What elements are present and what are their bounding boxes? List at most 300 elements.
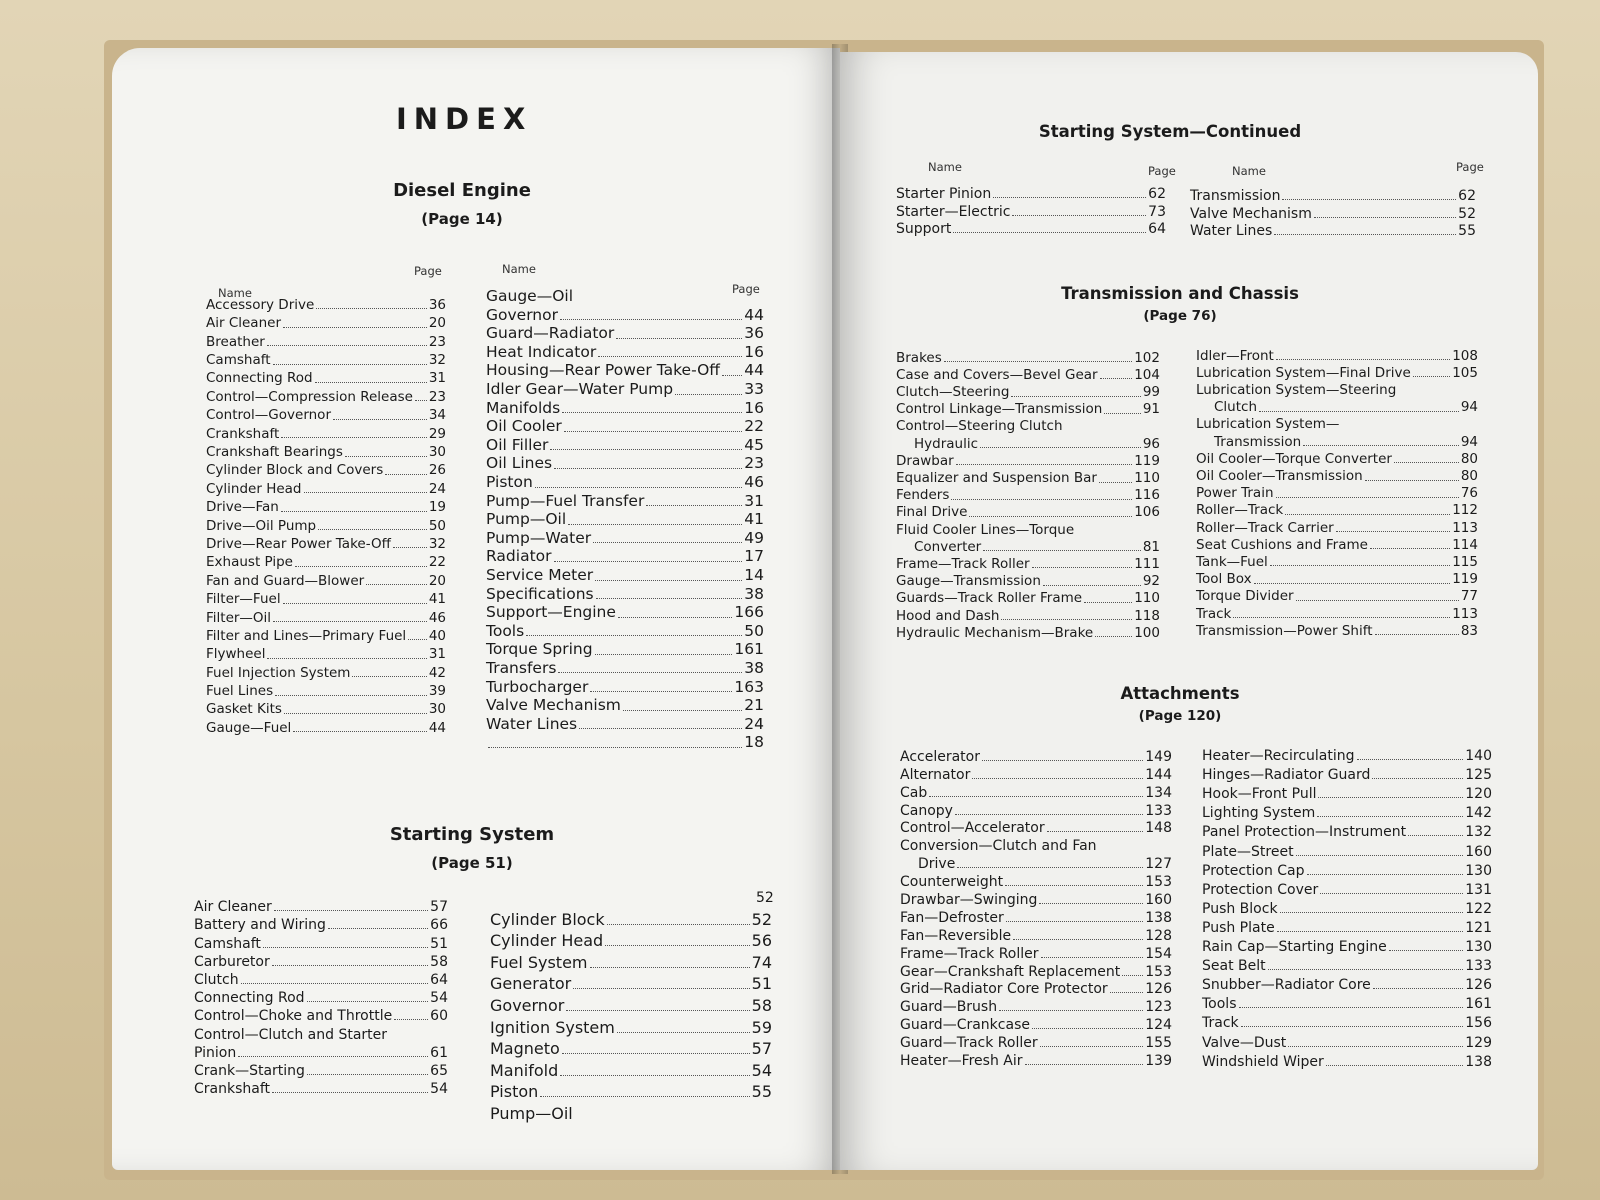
index-entry (900, 764, 1172, 782)
dot-leader (267, 658, 426, 659)
dot-leader (1011, 396, 1140, 397)
attachments-right-column (1202, 744, 1492, 1069)
index-entry (486, 732, 764, 751)
cont-right-page-header: Page (1456, 160, 1484, 174)
entry-page: 129 (1465, 1034, 1492, 1051)
entry-page: 140 (1465, 748, 1492, 765)
dot-leader (1110, 992, 1144, 993)
entry-page: 51 (751, 974, 772, 994)
dot-leader (1005, 885, 1143, 886)
entry-page: 31 (428, 646, 446, 663)
entry-name: Valve—Dust (1202, 1034, 1287, 1051)
entry-name: Generator (490, 974, 572, 994)
entry-name: Drawbar—Swinging (900, 892, 1038, 909)
entry-page: 123 (1145, 999, 1172, 1016)
entry-page: 29 (428, 425, 446, 442)
dot-leader (540, 1096, 749, 1097)
index-entry (206, 588, 446, 606)
starting-right-top-page: 52 (756, 890, 774, 906)
entry-name: Oil Lines (486, 454, 553, 473)
entry-page: 99 (1142, 384, 1160, 401)
entry-page: 58 (751, 995, 772, 1015)
dot-leader (273, 364, 427, 365)
entry-name: Transfers (486, 658, 557, 677)
entry-page: 110 (1134, 470, 1160, 486)
dot-leader (1318, 797, 1463, 798)
diesel-right-page-header: Page (732, 282, 760, 296)
dot-leader (295, 566, 427, 567)
dot-leader (1100, 378, 1133, 379)
dot-leader (593, 542, 742, 543)
attachments-title: Attachments (1120, 684, 1240, 703)
index-entry (486, 416, 764, 435)
index-entry (900, 871, 1172, 889)
entry-name: Idler Gear—Water Pump (486, 380, 674, 399)
entry-page: 113 (1452, 605, 1478, 622)
entry-name: Lubrication System—Steering (1196, 382, 1397, 399)
entry-name: Heater—Recirculating (1202, 748, 1355, 765)
dot-leader (562, 412, 742, 413)
index-entry (1202, 801, 1492, 820)
dot-leader (1336, 531, 1451, 532)
entry-name: Hydraulic Mechanism—Brake (896, 624, 1094, 641)
index-entry (490, 928, 772, 950)
index-entry (206, 386, 446, 404)
dot-leader (1041, 957, 1144, 958)
index-entry (896, 503, 1160, 520)
entry-page: 111 (1134, 555, 1160, 572)
dot-leader (1373, 988, 1463, 989)
entry-page: 46 (744, 473, 764, 492)
index-entry (900, 961, 1172, 979)
dot-leader (1277, 931, 1464, 932)
index-entry (900, 925, 1172, 943)
entry-page: 119 (1452, 571, 1478, 588)
entry-page: 64 (430, 971, 448, 988)
index-entry (1196, 604, 1478, 621)
dot-leader (1122, 975, 1143, 976)
index-entry (896, 520, 1160, 537)
index-entry (486, 491, 764, 510)
entry-page: 54 (751, 1060, 772, 1080)
dot-leader (1372, 778, 1463, 779)
entry-page: 142 (1465, 805, 1492, 822)
entry-page: 130 (1465, 939, 1492, 956)
index-entry (1202, 782, 1492, 801)
starting-left-column (194, 896, 448, 1096)
dot-leader (646, 505, 742, 506)
dot-leader (1047, 831, 1144, 832)
dot-leader (1043, 585, 1141, 586)
entry-name: Drive—Fan (206, 499, 279, 516)
entry-page: 163 (734, 677, 764, 696)
entry-name: Clutch (1214, 399, 1258, 416)
entry-page: 131 (1465, 881, 1492, 898)
index-entry (486, 379, 764, 398)
index-entry (486, 453, 764, 472)
index-entry (194, 914, 448, 932)
entry-name: Conversion—Clutch and Fan (900, 838, 1097, 855)
entry-name: Drive—Rear Power Take-Off (206, 535, 391, 552)
dot-leader (1001, 619, 1132, 620)
index-entry (206, 349, 446, 367)
dot-leader (573, 988, 749, 989)
entry-name: Fuel Injection System (206, 664, 351, 681)
dot-leader (999, 1010, 1143, 1011)
index-entry (900, 1050, 1172, 1068)
entry-page: 60 (430, 1008, 448, 1025)
entry-page: 73 (1148, 203, 1166, 220)
index-entry (486, 658, 764, 677)
entry-page: 62 (1458, 188, 1476, 205)
index-entry (486, 509, 764, 528)
dot-leader (598, 356, 742, 357)
entry-page: 120 (1465, 786, 1492, 803)
dot-leader (488, 747, 742, 748)
index-entry (896, 184, 1166, 201)
dot-leader (550, 449, 742, 450)
index-entry (486, 676, 764, 695)
entry-name: Piston (486, 473, 533, 492)
index-entry (1196, 449, 1478, 466)
dot-leader (590, 967, 750, 968)
entry-page: 61 (430, 1044, 448, 1061)
entry-name: Camshaft (206, 352, 271, 369)
left-page (112, 48, 840, 1170)
dot-leader (333, 419, 427, 420)
index-entry (1196, 363, 1478, 380)
dot-leader (535, 487, 742, 488)
entry-page: 110 (1134, 590, 1160, 607)
index-entry (900, 1014, 1172, 1032)
dot-leader (972, 778, 1143, 779)
dot-leader (1320, 893, 1463, 894)
dot-leader (595, 654, 733, 655)
index-entry (486, 435, 764, 454)
entry-page: 55 (1458, 223, 1476, 240)
dot-leader (283, 327, 427, 328)
entry-page: 138 (1465, 1053, 1492, 1070)
entry-name: Filter and Lines—Primary Fuel (206, 627, 407, 644)
dot-leader (415, 400, 427, 401)
index-entry (490, 992, 772, 1014)
entry-page: 80 (1460, 468, 1478, 484)
entry-name: Crank—Starting (194, 1062, 305, 1079)
entry-name: Manifolds (486, 398, 561, 417)
index-entry (194, 1078, 448, 1096)
entry-name: Torque Divider (1196, 588, 1294, 605)
entry-page: 32 (428, 352, 446, 369)
dot-leader (623, 710, 742, 711)
diesel-right-name-header: Name (502, 262, 536, 276)
entry-page: 114 (1452, 536, 1478, 553)
entry-name: Support (896, 221, 952, 238)
diesel-right-column (486, 286, 764, 751)
index-entry (1202, 935, 1492, 954)
entry-page: 148 (1145, 820, 1172, 837)
entry-name: Push Plate (1202, 919, 1275, 936)
entry-page: 42 (428, 664, 446, 681)
dot-leader (1006, 921, 1144, 922)
entry-page: 127 (1145, 856, 1172, 873)
cont-left-page-header: Page (1148, 164, 1176, 178)
index-entry (194, 896, 448, 914)
dot-leader (1268, 969, 1464, 970)
dot-leader (281, 437, 427, 438)
index-entry (490, 1014, 772, 1036)
index-entry (490, 906, 772, 928)
entry-name: Valve Mechanism (486, 696, 621, 715)
dot-leader (605, 945, 749, 946)
dot-leader (1032, 1028, 1143, 1029)
index-entry (206, 331, 446, 349)
attachments-left-column (900, 746, 1172, 1068)
entry-name: Converter (914, 538, 982, 555)
index-entry (896, 382, 1160, 399)
dot-leader (564, 431, 743, 432)
entry-page: 94 (1460, 433, 1478, 450)
entry-name: Radiator (486, 547, 552, 566)
index-entry (206, 368, 446, 386)
entry-page: 149 (1145, 748, 1172, 765)
dot-leader (993, 197, 1146, 198)
index-entry (206, 404, 446, 422)
entry-name: Frame—Track Roller (896, 555, 1030, 572)
index-entry (486, 398, 764, 417)
dot-leader (328, 928, 428, 929)
dot-leader (953, 232, 1146, 233)
entry-page: 40 (428, 627, 446, 644)
dot-leader (1282, 199, 1456, 200)
index-entry (194, 1023, 448, 1041)
dot-leader (1303, 445, 1459, 446)
entry-page: 20 (428, 315, 446, 332)
dot-leader (1285, 514, 1450, 515)
dot-leader (267, 345, 427, 346)
diesel-left-name-header: Name (218, 286, 252, 300)
entry-name: Roller—Track Carrier (1196, 519, 1334, 536)
diesel-left-page-header: Page (414, 264, 442, 278)
dot-leader (675, 394, 742, 395)
entry-name: Ignition System (490, 1017, 615, 1037)
entry-page: 81 (1142, 538, 1160, 555)
entry-name: Fan—Reversible (900, 927, 1012, 944)
index-entry (194, 1042, 448, 1060)
index-entry (1196, 484, 1478, 501)
entry-page: 130 (1465, 862, 1492, 879)
entry-page: 55 (751, 1082, 772, 1102)
entry-name: Drawbar (896, 452, 954, 469)
index-entry (1196, 466, 1478, 483)
dot-leader (1259, 411, 1459, 412)
entry-name: Control—Clutch and Starter (194, 1026, 388, 1043)
index-entry (896, 451, 1160, 468)
index-entry (900, 996, 1172, 1014)
dot-leader (1095, 636, 1132, 637)
dot-leader (307, 1074, 428, 1075)
index-entry (486, 639, 764, 658)
entry-page: 102 (1134, 349, 1160, 366)
dot-leader (1025, 1064, 1144, 1065)
dot-leader (283, 603, 427, 604)
entry-name: Power Train (1196, 485, 1274, 502)
index-entry (194, 1005, 448, 1023)
entry-name: Manifold (490, 1060, 559, 1080)
entry-name: Idler—Front (1196, 347, 1274, 364)
index-entry (896, 219, 1166, 236)
entry-page: 77 (1460, 588, 1478, 605)
entry-page: 161 (734, 640, 764, 659)
dot-leader (722, 375, 742, 376)
index-entry (206, 699, 446, 717)
dot-leader (1370, 548, 1450, 549)
dot-leader (1032, 567, 1133, 568)
entry-name: Control—Compression Release (206, 388, 413, 405)
dot-leader (579, 728, 742, 729)
dot-leader (955, 814, 1143, 815)
entry-name: Guard—Radiator (486, 324, 615, 343)
entry-name: Equalizer and Suspension Bar (896, 470, 1097, 486)
entry-name: Transmission (1214, 433, 1302, 450)
index-entry (900, 746, 1172, 764)
entry-name: Hinges—Radiator Guard (1202, 767, 1371, 784)
dot-leader (385, 474, 427, 475)
entry-name: Valve Mechanism (1190, 205, 1312, 222)
entry-page: 57 (430, 899, 448, 916)
entry-page: 62 (1148, 186, 1166, 203)
entry-name: Protection Cap (1202, 862, 1305, 879)
entry-page: 160 (1145, 892, 1172, 909)
dot-leader (1239, 1007, 1464, 1008)
entry-name: Hydraulic (914, 435, 979, 452)
dot-leader (616, 338, 742, 339)
dot-leader (607, 924, 750, 925)
index-entry (486, 286, 764, 305)
entry-page: 122 (1465, 900, 1492, 917)
entry-name: Gauge—Transmission (896, 573, 1041, 590)
dot-leader (238, 1056, 428, 1057)
entry-name: Heater—Fresh Air (900, 1053, 1023, 1070)
entry-page: 50 (428, 517, 446, 534)
index-entry (1202, 744, 1492, 763)
index-entry (490, 1079, 772, 1101)
cont-right-name-header: Name (1232, 164, 1266, 178)
index-entry (1196, 535, 1478, 552)
entry-name: Oil Cooler (486, 417, 562, 436)
index-entry (490, 1057, 772, 1079)
entry-name: Push Block (1202, 900, 1278, 917)
index-entry (1196, 346, 1478, 363)
entry-page: 16 (744, 342, 764, 361)
dot-leader (1413, 376, 1450, 377)
dot-leader (951, 499, 1132, 500)
entry-name: Alternator (900, 766, 971, 783)
entry-page: 51 (430, 935, 448, 952)
entry-name: Governor (486, 305, 558, 324)
index-entry (1202, 954, 1492, 973)
index-entry (900, 782, 1172, 800)
entry-page: 132 (1465, 824, 1492, 841)
index-entry (206, 717, 446, 735)
entry-page: 104 (1134, 366, 1160, 383)
entry-name: Lubrication System— (1196, 416, 1340, 433)
entry-name: Torque Spring (486, 640, 593, 659)
dot-leader (318, 529, 427, 530)
index-entry (206, 607, 446, 625)
dot-leader (307, 1001, 429, 1002)
entry-name: Tank—Fuel (1196, 553, 1268, 570)
entry-name: Clutch—Steering (896, 384, 1010, 401)
entry-page: 92 (1142, 573, 1160, 590)
dot-leader (929, 796, 1143, 797)
entry-name: Lubrication System—Final Drive (1196, 364, 1411, 381)
dot-leader (1270, 565, 1450, 566)
entry-name: Magneto (490, 1039, 560, 1059)
dot-leader (566, 1010, 749, 1011)
entry-page: 24 (744, 714, 764, 733)
entry-page: 118 (1134, 607, 1160, 624)
entry-name: Case and Covers—Bevel Gear (896, 366, 1098, 383)
dot-leader (982, 760, 1143, 761)
entry-name: Camshaft (194, 935, 261, 952)
index-entry (1202, 859, 1492, 878)
entry-page: 105 (1452, 364, 1478, 381)
entry-name: Tools (1202, 996, 1237, 1013)
attachments-subtitle: (Page 120) (1138, 708, 1222, 724)
index-entry (206, 478, 446, 496)
dot-leader (1296, 855, 1464, 856)
transmission-right-column (1196, 346, 1478, 638)
index-entry (1202, 878, 1492, 897)
index-entry (896, 201, 1166, 218)
dot-leader (617, 1032, 750, 1033)
index-entry (1202, 763, 1492, 782)
entry-name: Fluid Cooler Lines—Torque (896, 521, 1075, 538)
entry-name: Cylinder Head (206, 480, 302, 497)
dot-leader (1357, 759, 1464, 760)
entry-name: Transmission—Power Shift (1196, 622, 1373, 639)
entry-name: Oil Cooler—Transmission (1196, 468, 1363, 484)
entry-page: 66 (430, 917, 448, 934)
entry-page: 22 (428, 554, 446, 571)
entry-page: 44 (744, 361, 764, 380)
index-entry (194, 969, 448, 987)
dot-leader (408, 639, 427, 640)
entry-name: Cylinder Block and Covers (206, 462, 384, 479)
dot-leader (618, 617, 733, 618)
index-entry (1190, 221, 1476, 238)
dot-leader (304, 492, 427, 493)
index-entry (896, 606, 1160, 623)
dot-leader (526, 635, 742, 636)
dot-leader (558, 672, 742, 673)
index-entry (1202, 897, 1492, 916)
entry-name: Starter—Electric (896, 203, 1011, 220)
entry-page: 24 (428, 480, 446, 497)
index-entry (896, 434, 1160, 451)
entry-page: 23 (744, 454, 764, 473)
entry-name: Crankshaft Bearings (206, 444, 343, 461)
index-entry (1202, 1011, 1492, 1030)
index-entry (206, 533, 446, 551)
entry-page: 54 (430, 1081, 448, 1098)
entry-name: Accessory Drive (206, 296, 315, 313)
diesel-left-column (206, 294, 446, 735)
index-entry (206, 551, 446, 569)
index-entry (900, 907, 1172, 925)
dot-leader (366, 584, 427, 585)
index-entry (1196, 380, 1478, 397)
